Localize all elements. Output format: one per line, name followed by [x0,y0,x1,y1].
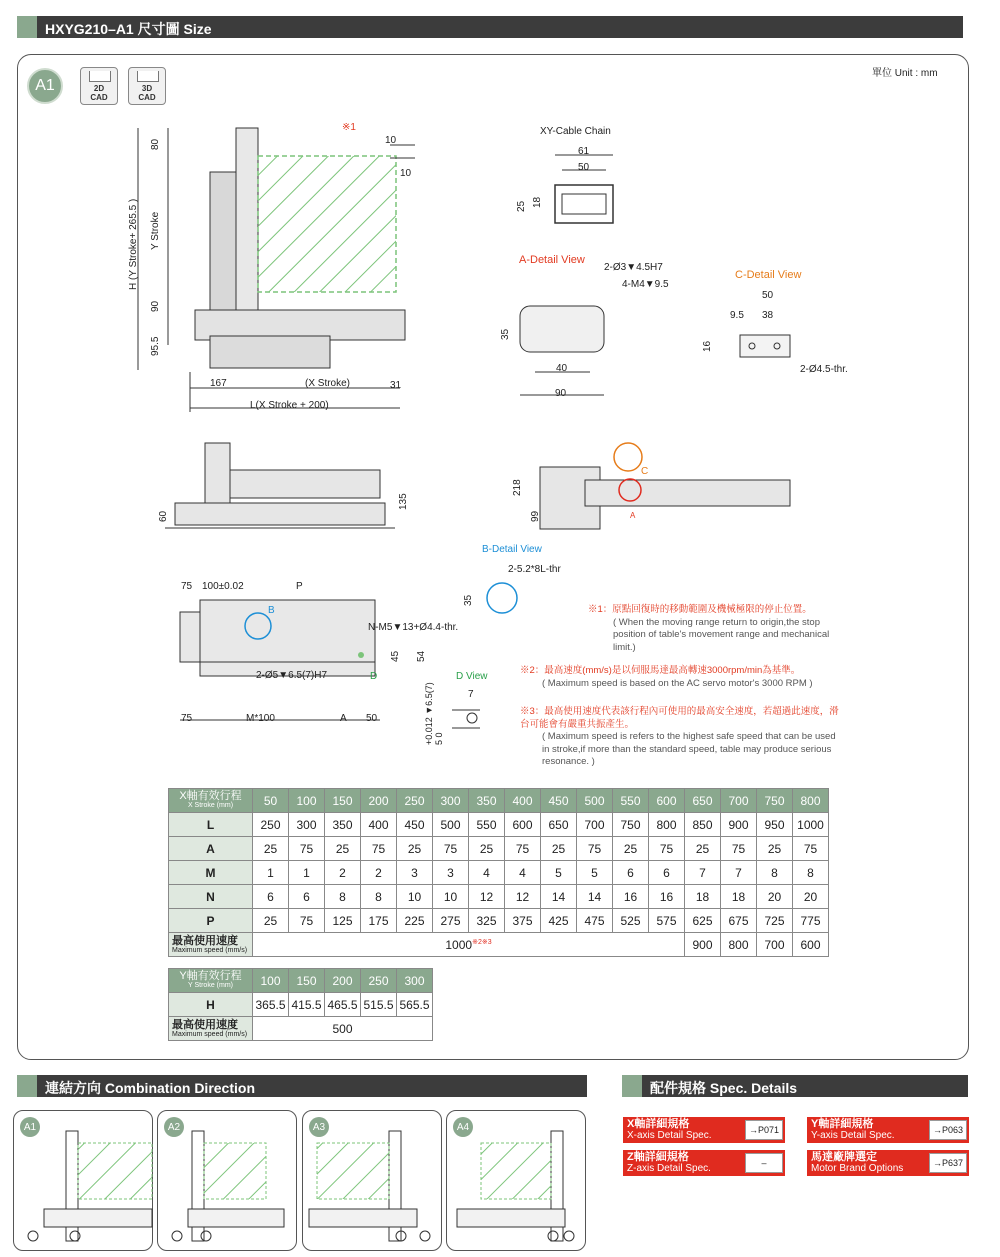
dim-18: 18 [532,196,543,208]
table-cell: 75 [721,837,757,861]
table-cell: 20 [757,885,793,909]
table-cell: 6 [613,861,649,885]
a-hole-spec-2: 4-M4▼9.5 [622,279,669,290]
x-stroke-cell: 450 [541,789,577,813]
d-view-drawing [452,710,480,728]
front-view [180,600,380,720]
tolerance-label: +0.012 ▼6.5(7) [424,682,434,745]
combination-option-a2[interactable] [157,1110,297,1251]
table-cell: 350 [325,813,361,837]
table-cell: 3 [397,861,433,885]
x-table-row-a [169,837,829,861]
table-cell: 6 [289,885,325,909]
a-detail-drawing [520,306,604,395]
table-cell: 1 [253,861,289,885]
table-cell: 75 [649,837,685,861]
dim-167: 167 [210,378,227,389]
side-view-left [165,443,395,528]
x-table-header-row [169,789,829,813]
y-stroke-cell: 300 [397,969,433,993]
b-dim-35: 35 [463,594,474,606]
x-table-corner: X軸有效行程 X Stroke (mm) [169,789,253,813]
table-cell: 1000 [793,813,829,837]
label-d: D [370,671,378,682]
table-cell: 25 [757,837,793,861]
x-stroke-cell: 500 [577,789,613,813]
h-dimension-label: H (Y Stroke+ 265.5 ) [128,198,139,290]
combination-option-a3[interactable] [302,1110,442,1251]
table-cell: 515.5 [361,993,397,1017]
y-stroke-cell: 200 [325,969,361,993]
xy-cable-title: XY-Cable Chain [540,126,611,137]
a-hole-spec-1: 2-Ø3▼4.5H7 [604,262,663,273]
table-cell: 450 [397,813,433,837]
spec-card-y-axis[interactable] [807,1117,969,1143]
spec-card-zh: 馬達廠牌選定 [811,1151,877,1163]
table-cell: 14 [577,885,613,909]
table-cell: 16 [613,885,649,909]
note-1: ※1：原點回復時的移動範圍及機械極限的停止位置。 ( When the moving range return to origin,the stop position of table's movement range and mechanical limit.) [588,604,830,653]
dim-25: 25 [516,200,527,212]
table-cell: 225 [397,909,433,933]
y-stroke-label: Y Stroke [150,211,161,250]
table-cell: 6 [253,885,289,909]
table-cell: 75 [361,837,397,861]
x-stroke-label: (X Stroke) [305,378,351,389]
table-cell: 675 [721,909,757,933]
table-cell: 900 [721,813,757,837]
table-cell: 25 [325,837,361,861]
dim-10-a: 10 [385,135,397,146]
table-cell: 600 [793,933,829,957]
table-cell: 8 [361,885,397,909]
table-cell: 125 [325,909,361,933]
hole-spec-2: 2-Ø5▼6.5(7)H7 [256,670,328,681]
combination-badge: A2 [164,1117,184,1137]
y-table-header-row [169,969,433,993]
table-cell: 12 [505,885,541,909]
c-dim-9-5: 9.5 [730,310,744,321]
x-stroke-cell: 350 [469,789,505,813]
row-label: A [169,837,253,861]
cad-3d-button[interactable]: 3D CAD [128,67,166,105]
y-stroke-cell: 150 [289,969,325,993]
dim-218: 218 [512,479,523,496]
combination-diagram [14,1111,154,1252]
speed-label: 最高使用速度 Maximum speed (mm/s) [169,1017,253,1041]
spec-title: 配件規格 Spec. Details [650,1080,798,1096]
table-cell: 365.5 [253,993,289,1017]
dim-80: 80 [150,138,161,150]
table-cell: 475 [577,909,613,933]
table-cell: 25 [469,837,505,861]
combination-diagram [303,1111,443,1252]
spec-card-en: Z-axis Detail Spec. [627,1163,711,1174]
x-stroke-cell: 650 [685,789,721,813]
combination-badge: A3 [309,1117,329,1137]
table-cell: 465.5 [325,993,361,1017]
a-detail-title: A-Detail View [519,254,585,266]
combination-title: 連結方向 Combination Direction [45,1080,255,1096]
dim-45: 45 [390,650,401,662]
top-view [138,128,415,412]
x-stroke-cell: 300 [433,789,469,813]
spec-card-en: X-axis Detail Spec. [627,1130,712,1141]
dim-61: 61 [578,146,590,157]
l-dimension-label: L(X Stroke + 200) [250,400,329,411]
table-cell: 1 [289,861,325,885]
table-cell: 2 [325,861,361,885]
section-accent [17,1075,37,1097]
x-stroke-cell: 250 [397,789,433,813]
table-cell: 25 [253,837,289,861]
dim-50-b: 50 [366,713,378,724]
spec-card-zh: X軸詳細規格 [627,1118,690,1130]
table-cell: 6 [649,861,685,885]
dim-90: 90 [150,300,161,312]
table-cell: 275 [433,909,469,933]
dim-m100: M*100 [246,713,275,724]
cad-2d-button[interactable]: 2D CAD [80,67,118,105]
b-detail-drawing [487,583,517,613]
y-stroke-cell: 250 [361,969,397,993]
table-cell: 75 [433,837,469,861]
spec-card-en: Motor Brand Options [811,1163,904,1174]
n-m5-spec: N-M5▼13+Ø4.4-thr. [368,622,459,633]
table-cell: 3 [433,861,469,885]
x-table-row-m [169,861,829,885]
c-dim-38: 38 [762,310,774,321]
d-view-title: D View [456,671,488,682]
dim-135: 135 [398,493,409,510]
section-accent [622,1075,642,1097]
model-badge: A1 [27,68,63,104]
dim-a: A [340,713,347,724]
x-stroke-cell: 800 [793,789,829,813]
tolerance-label-2: 5 0 [434,732,444,745]
combination-diagram [447,1111,587,1252]
table-cell: 425 [541,909,577,933]
row-label: P [169,909,253,933]
x-table-row-p [169,909,829,933]
table-cell: 775 [793,909,829,933]
combination-option-a4[interactable] [446,1110,586,1251]
spec-card-x-axis[interactable] [623,1117,785,1143]
table-cell: 415.5 [289,993,325,1017]
x-stroke-cell: 400 [505,789,541,813]
table-cell: 250 [253,813,289,837]
dim-40: 40 [556,363,568,374]
note-2: ※2：最高速度(mm/s)是以伺服馬達最高轉速3000rpm/min為基準。 ( Maximum speed is based on the AC servo motor's 3000 RPM ) [520,665,813,689]
dim-60: 60 [158,510,169,522]
table-cell: 14 [541,885,577,909]
row-label: L [169,813,253,837]
y-table-row-h [169,993,433,1017]
combination-diagram [158,1111,298,1252]
spec-section-header [622,1075,968,1097]
c-detail-drawing [740,335,790,357]
spec-card-link[interactable]: →P637 [929,1153,967,1173]
x-stroke-cell: 200 [361,789,397,813]
table-cell: 575 [649,909,685,933]
table-cell: 525 [613,909,649,933]
table-cell: 25 [541,837,577,861]
dim-p: P [296,581,303,592]
table-cell: 725 [757,909,793,933]
table-cell: 25 [253,909,289,933]
b-thread-spec: 2-5.2*8L-thr [508,564,561,575]
speed-label: 最高使用速度 Maximum speed (mm/s) [169,933,253,957]
dim-95-5: 95.5 [150,336,161,356]
label-b: B [268,605,275,616]
table-cell: 10 [397,885,433,909]
table-cell: 300 [289,813,325,837]
table-cell: 4 [505,861,541,885]
dim-31: 31 [390,380,402,391]
table-cell: 18 [685,885,721,909]
table-cell: 2 [361,861,397,885]
table-cell: 75 [577,837,613,861]
c-detail-title: C-Detail View [735,269,802,281]
unit-label: 單位 Unit : mm [872,68,938,79]
table-cell: 500 [433,813,469,837]
table-cell: 950 [757,813,793,837]
spec-card-zh: Y軸詳細規格 [811,1118,874,1130]
row-label: M [169,861,253,885]
speed-merged-cell: $1000^{※2※3}$ [253,933,685,957]
y-table-corner: Y軸有效行程 Y Stroke (mm) [169,969,253,993]
dim-50: 50 [578,162,590,173]
spec-card-en: Y-axis Detail Spec. [811,1130,895,1141]
table-cell: 7 [685,861,721,885]
x-table-row-n [169,885,829,909]
table-cell: 550 [469,813,505,837]
table-cell: 20 [793,885,829,909]
x-stroke-cell: 600 [649,789,685,813]
row-label: N [169,885,253,909]
c-dim-16: 16 [702,340,713,352]
table-cell: 25 [397,837,433,861]
side-view-right [540,443,790,529]
table-cell: 8 [793,861,829,885]
combination-badge: A4 [453,1117,473,1137]
dim-75-b: 75 [181,713,193,724]
table-cell: 75 [793,837,829,861]
table-cell: 800 [649,813,685,837]
table-cell: 900 [685,933,721,957]
x-stroke-cell: 50 [253,789,289,813]
y-table-speed-row [169,1017,433,1041]
table-cell: 700 [577,813,613,837]
spec-card-link[interactable]: →P063 [929,1120,967,1140]
y-stroke-table [168,968,433,1041]
spec-card-link[interactable]: →P071 [745,1120,783,1140]
x-stroke-cell: 700 [721,789,757,813]
table-cell: 8 [757,861,793,885]
table-cell: 850 [685,813,721,837]
y-stroke-cell: 100 [253,969,289,993]
dim-35: 35 [500,328,511,340]
x-stroke-cell: 550 [613,789,649,813]
table-cell: 325 [469,909,505,933]
table-cell: 75 [505,837,541,861]
dim-100: 100±0.02 [202,581,244,592]
table-cell: 400 [361,813,397,837]
table-cell: 5 [541,861,577,885]
table-cell: 10 [433,885,469,909]
table-cell: 75 [289,837,325,861]
table-cell: 5 [577,861,613,885]
spec-card-link[interactable]: – [745,1153,783,1173]
table-cell: 565.5 [397,993,433,1017]
label-a: A [630,511,636,520]
table-cell: 175 [361,909,397,933]
table-cell: 18 [721,885,757,909]
table-cell: 375 [505,909,541,933]
spec-card-motor-brand[interactable] [807,1150,969,1176]
table-cell: 75 [289,909,325,933]
combination-section-header [17,1075,587,1097]
dim-54: 54 [416,650,427,662]
table-cell: 12 [469,885,505,909]
table-cell: 625 [685,909,721,933]
spec-card-z-axis[interactable] [623,1150,785,1176]
combination-badge: A1 [20,1117,40,1137]
table-cell: 7 [721,861,757,885]
d-dim-7: 7 [468,689,474,700]
table-cell: 25 [613,837,649,861]
c-hole-spec: 2-Ø4.5-thr. [800,364,848,375]
x-stroke-cell: 750 [757,789,793,813]
c-dim-50: 50 [762,290,774,301]
x-stroke-cell: 100 [289,789,325,813]
b-detail-title: B-Detail View [482,544,542,555]
x-stroke-cell: 150 [325,789,361,813]
dim-75-a: 75 [181,581,193,592]
dim-10-b: 10 [400,168,412,179]
table-cell: 8 [325,885,361,909]
page-title: HXYG210–A1 尺寸圖 Size [45,21,212,37]
table-cell: 750 [613,813,649,837]
table-cell: 800 [721,933,757,957]
table-cell: 16 [649,885,685,909]
speed-merged-cell: 500 [253,1017,433,1041]
x-stroke-table [168,788,829,957]
table-cell: 4 [469,861,505,885]
note-1-mark: ※1 [342,122,356,133]
table-cell: 650 [541,813,577,837]
spec-card-zh: Z軸詳細規格 [627,1151,689,1163]
table-cell: 600 [505,813,541,837]
x-table-speed-row [169,933,829,957]
dim-90-b: 90 [555,388,567,399]
combination-option-a1[interactable] [13,1110,153,1251]
table-cell: 25 [685,837,721,861]
row-label: H [169,993,253,1017]
note-3: ※3：最高使用速度代表該行程內可使用的最高安全速度，若超過此速度，滑台可能會有嚴重共振產生。 ( Maximum speed is refers to the highest safe speed that can be used in stroke,if more than the standard speed, table may produce serious resonance. ) [520,706,839,767]
label-c: C [641,466,649,477]
dim-99: 99 [530,510,541,522]
table-cell: 700 [757,933,793,957]
x-table-row-l [169,813,829,837]
